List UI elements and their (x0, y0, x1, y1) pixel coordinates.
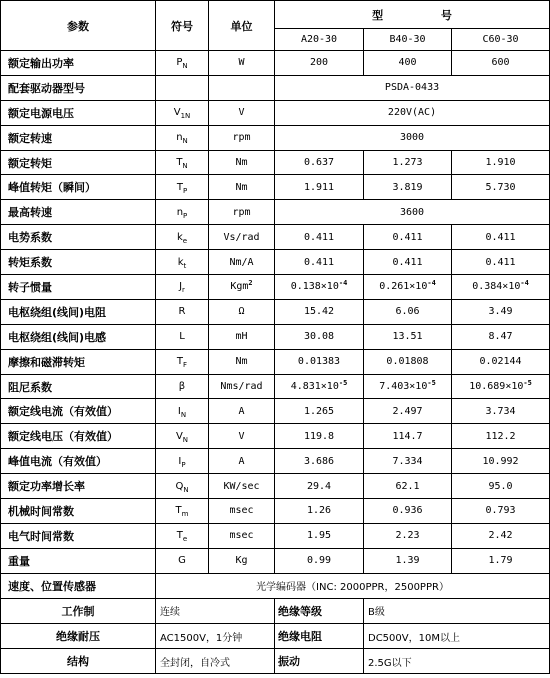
value-cell: 600 (452, 51, 550, 76)
param-name: 电枢绕组(线间)电阻 (1, 299, 156, 324)
symbol: $I_P$ (156, 449, 209, 474)
value-cell: 0.01808 (364, 349, 452, 374)
value-cell: 6.06 (364, 299, 452, 324)
value-exponent: -4 (427, 279, 436, 288)
empty-cell (156, 75, 209, 100)
value-cell: 95.0 (452, 474, 550, 499)
unit: V (209, 100, 275, 125)
value-cell: 1.79 (452, 548, 550, 573)
value-cell: 10.992 (452, 449, 550, 474)
value-exponent: -5 (427, 379, 436, 388)
bottom-label: 振动 (275, 649, 364, 674)
param-name: 额定电源电压 (1, 100, 156, 125)
param-name: 电势系数 (1, 225, 156, 250)
value-cell: 0.411 (364, 225, 452, 250)
bottom-label: 结构 (1, 649, 156, 674)
value-cell: 400 (364, 51, 452, 76)
value-cell: 0.02144 (452, 349, 550, 374)
param-name: 峰值电流（有效值） (1, 449, 156, 474)
unit: A (209, 399, 275, 424)
unit: KW/sec (209, 474, 275, 499)
header-symbol: 符号 (156, 1, 209, 51)
unit: Nm (209, 175, 275, 200)
symbol-subscript: F (183, 361, 188, 370)
spec-row (1, 75, 550, 100)
header-model-1: A20-30 (275, 29, 364, 51)
symbol: β (156, 374, 209, 399)
value-cell: 0.99 (275, 548, 364, 573)
symbol-subscript: N (182, 162, 188, 170)
spec-row (1, 250, 550, 275)
param-name: 额定输出功率 (1, 51, 156, 76)
value-cell: 1.273 (364, 150, 452, 175)
param-name: 额定线电流（有效值） (1, 399, 156, 424)
unit: Nm/A (209, 250, 275, 275)
value-cell: 0.793 (452, 499, 550, 524)
spec-row (1, 374, 550, 399)
value-cell: 0.411 (275, 250, 364, 275)
value-exponent: -4 (338, 279, 348, 288)
symbol: G (156, 548, 209, 573)
unit: rpm (209, 200, 275, 225)
param-name: 摩擦和磁滞转矩 (1, 349, 156, 374)
value-cell: 7.334 (364, 449, 452, 474)
value-cell: 2.42 (452, 523, 550, 548)
merged-value: PSDA-0433 (275, 75, 550, 100)
value-cell: 1.910 (452, 150, 550, 175)
spec-row (1, 299, 550, 324)
empty-cell (209, 75, 275, 100)
spec-row (1, 175, 550, 200)
value-cell: 1.26 (275, 499, 364, 524)
value-cell: 3.686 (275, 449, 364, 474)
symbol: $J_r$ (156, 275, 209, 300)
param-name: 额定转矩 (1, 150, 156, 175)
param-name: 转子惯量 (1, 275, 156, 300)
symbol-subscript: P (183, 211, 188, 220)
value-cell: 2.497 (364, 399, 452, 424)
param-name: 阻尼系数 (1, 374, 156, 399)
unit: msec (209, 523, 275, 548)
symbol-subscript: N (180, 410, 187, 419)
unit: W (209, 51, 275, 76)
bottom-label: 绝缘等级 (275, 598, 364, 623)
value-exponent: -4 (520, 279, 529, 288)
value-cell: $10.689\times 10^{-5}$ (452, 374, 550, 399)
param-name: 配套驱动器型号 (1, 75, 156, 100)
param-name: 电枢绕组(线间)电感 (1, 324, 156, 349)
symbol-subscript: P (181, 460, 186, 469)
symbol-subscript: r (182, 286, 185, 295)
unit-superscript: 2 (248, 279, 253, 288)
symbol-subscript: e (182, 236, 188, 245)
spec-row (1, 349, 550, 374)
symbol-subscript: P (182, 186, 188, 195)
symbol: $T_e$ (156, 523, 209, 548)
value-cell: $7.403\times 10^{-5}$ (364, 374, 452, 399)
value-cell: 0.411 (452, 250, 550, 275)
value-cell: 62.1 (364, 474, 452, 499)
symbol: $n_P$ (156, 200, 209, 225)
header-model (275, 1, 550, 29)
symbol: $I_N$ (156, 399, 209, 424)
value-cell: 119.8 (275, 424, 364, 449)
spec-row-bottom (1, 598, 550, 623)
symbol-subscript: 1N (180, 112, 191, 121)
unit: Nms/rad (209, 374, 275, 399)
spec-row (1, 150, 550, 175)
spec-row (1, 548, 550, 573)
value-cell: 5.730 (452, 175, 550, 200)
bottom-value: DC500V，10M以上 (364, 623, 550, 648)
unit: Kg (209, 548, 275, 573)
bottom-label: 绝缘耐压 (1, 623, 156, 648)
value-cell: 0.411 (275, 225, 364, 250)
value-cell: 8.47 (452, 324, 550, 349)
param-name: 峰值转矩（瞬间） (1, 175, 156, 200)
value-cell: 1.95 (275, 523, 364, 548)
value-cell: 0.01383 (275, 349, 364, 374)
symbol: $T_N$ (156, 150, 209, 175)
unit: V (209, 424, 275, 449)
spec-row-bottom (1, 649, 550, 674)
symbol: $T_F$ (156, 349, 209, 374)
spec-row (1, 275, 550, 300)
param-name: 重量 (1, 548, 156, 573)
unit: msec (209, 499, 275, 524)
symbol-subscript: t (183, 261, 187, 270)
bottom-value: 连续 (156, 598, 275, 623)
spec-row (1, 399, 550, 424)
value-cell: 29.4 (275, 474, 364, 499)
value-cell: 13.51 (364, 324, 452, 349)
spec-row (1, 523, 550, 548)
param-name: 电气时间常数 (1, 523, 156, 548)
unit: rpm (209, 125, 275, 150)
header-model-2: B40-30 (364, 29, 452, 51)
value-cell: 112.2 (452, 424, 550, 449)
merged-value: 光学编码器（INC: 2000PPR，2500PPR） (156, 573, 550, 598)
unit: Vs/rad (209, 225, 275, 250)
value-cell: 0.637 (275, 150, 364, 175)
header-unit: 单位 (209, 1, 275, 51)
spec-row (1, 200, 550, 225)
symbol-subscript: N (182, 137, 188, 146)
symbol: $Q_N$ (156, 474, 209, 499)
param-name: 最高转速 (1, 200, 156, 225)
unit: Kgm$^2$ (209, 275, 275, 300)
value-cell: 0.936 (364, 499, 452, 524)
header-model-text: 型 号 (372, 8, 452, 22)
value-cell: $0.384\times 10^{-4}$ (452, 275, 550, 300)
merged-value: 3600 (275, 200, 550, 225)
symbol-subscript: N (183, 485, 189, 494)
bottom-value: B级 (364, 598, 550, 623)
header-model-3: C60-30 (452, 29, 550, 51)
symbol: $V_{1N}$ (156, 100, 209, 125)
symbol-subscript: e (182, 535, 188, 544)
value-cell: 3.819 (364, 175, 452, 200)
value-cell: $0.138\times 10^{-4}$ (275, 275, 364, 300)
param-name: 机械时间常数 (1, 499, 156, 524)
spec-row (1, 573, 550, 598)
symbol: R (156, 299, 209, 324)
symbol: L (156, 324, 209, 349)
param-name: 额定转速 (1, 125, 156, 150)
bottom-value: AC1500V，1分钟 (156, 623, 275, 648)
spec-row (1, 324, 550, 349)
symbol-subscript: N (182, 435, 189, 444)
value-exponent: -5 (338, 379, 348, 388)
value-exponent: -5 (523, 379, 532, 388)
symbol: $n_N$ (156, 125, 209, 150)
bottom-label: 绝缘电阻 (275, 623, 364, 648)
bottom-value: 全封闭，自冷式 (156, 649, 275, 674)
spec-row (1, 225, 550, 250)
merged-value: 3000 (275, 125, 550, 150)
spec-row-bottom (1, 623, 550, 648)
spec-row (1, 100, 550, 125)
symbol: $V_N$ (156, 424, 209, 449)
spec-row (1, 474, 550, 499)
symbol: $T_m$ (156, 499, 209, 524)
symbol: $P_N$ (156, 51, 209, 76)
merged-value: 220V(AC) (275, 100, 550, 125)
symbol: $T_P$ (156, 175, 209, 200)
symbol-subscript: N (182, 62, 188, 71)
param-name: 额定功率增长率 (1, 474, 156, 499)
spec-row (1, 449, 550, 474)
value-cell: 2.23 (364, 523, 452, 548)
value-cell: 114.7 (364, 424, 452, 449)
value-cell: 200 (275, 51, 364, 76)
param-name: 转矩系数 (1, 250, 156, 275)
unit: Nm (209, 150, 275, 175)
unit: Ω (209, 299, 275, 324)
header-param: 参数 (1, 1, 156, 51)
symbol: $k_t$ (156, 250, 209, 275)
spec-row (1, 424, 550, 449)
param-name: 速度、位置传感器 (1, 573, 156, 598)
value-cell: 3.49 (452, 299, 550, 324)
value-cell: $4.831\times 10^{-5}$ (275, 374, 364, 399)
value-cell: 1.39 (364, 548, 452, 573)
param-name: 额定线电压（有效值） (1, 424, 156, 449)
value-cell: 0.411 (364, 250, 452, 275)
unit: mH (209, 324, 275, 349)
spec-row (1, 499, 550, 524)
spec-row (1, 125, 550, 150)
value-cell: $0.261\times 10^{-4}$ (364, 275, 452, 300)
value-cell: 0.411 (452, 225, 550, 250)
unit: A (209, 449, 275, 474)
symbol-subscript: m (181, 510, 189, 519)
bottom-value: 2.5G以下 (364, 649, 550, 674)
value-cell: 1.265 (275, 399, 364, 424)
value-cell: 1.911 (275, 175, 364, 200)
symbol: $k_e$ (156, 225, 209, 250)
value-cell: 3.734 (452, 399, 550, 424)
spec-row (1, 51, 550, 76)
value-cell: 30.08 (275, 324, 364, 349)
bottom-label: 工作制 (1, 598, 156, 623)
unit: Nm (209, 349, 275, 374)
value-cell: 15.42 (275, 299, 364, 324)
